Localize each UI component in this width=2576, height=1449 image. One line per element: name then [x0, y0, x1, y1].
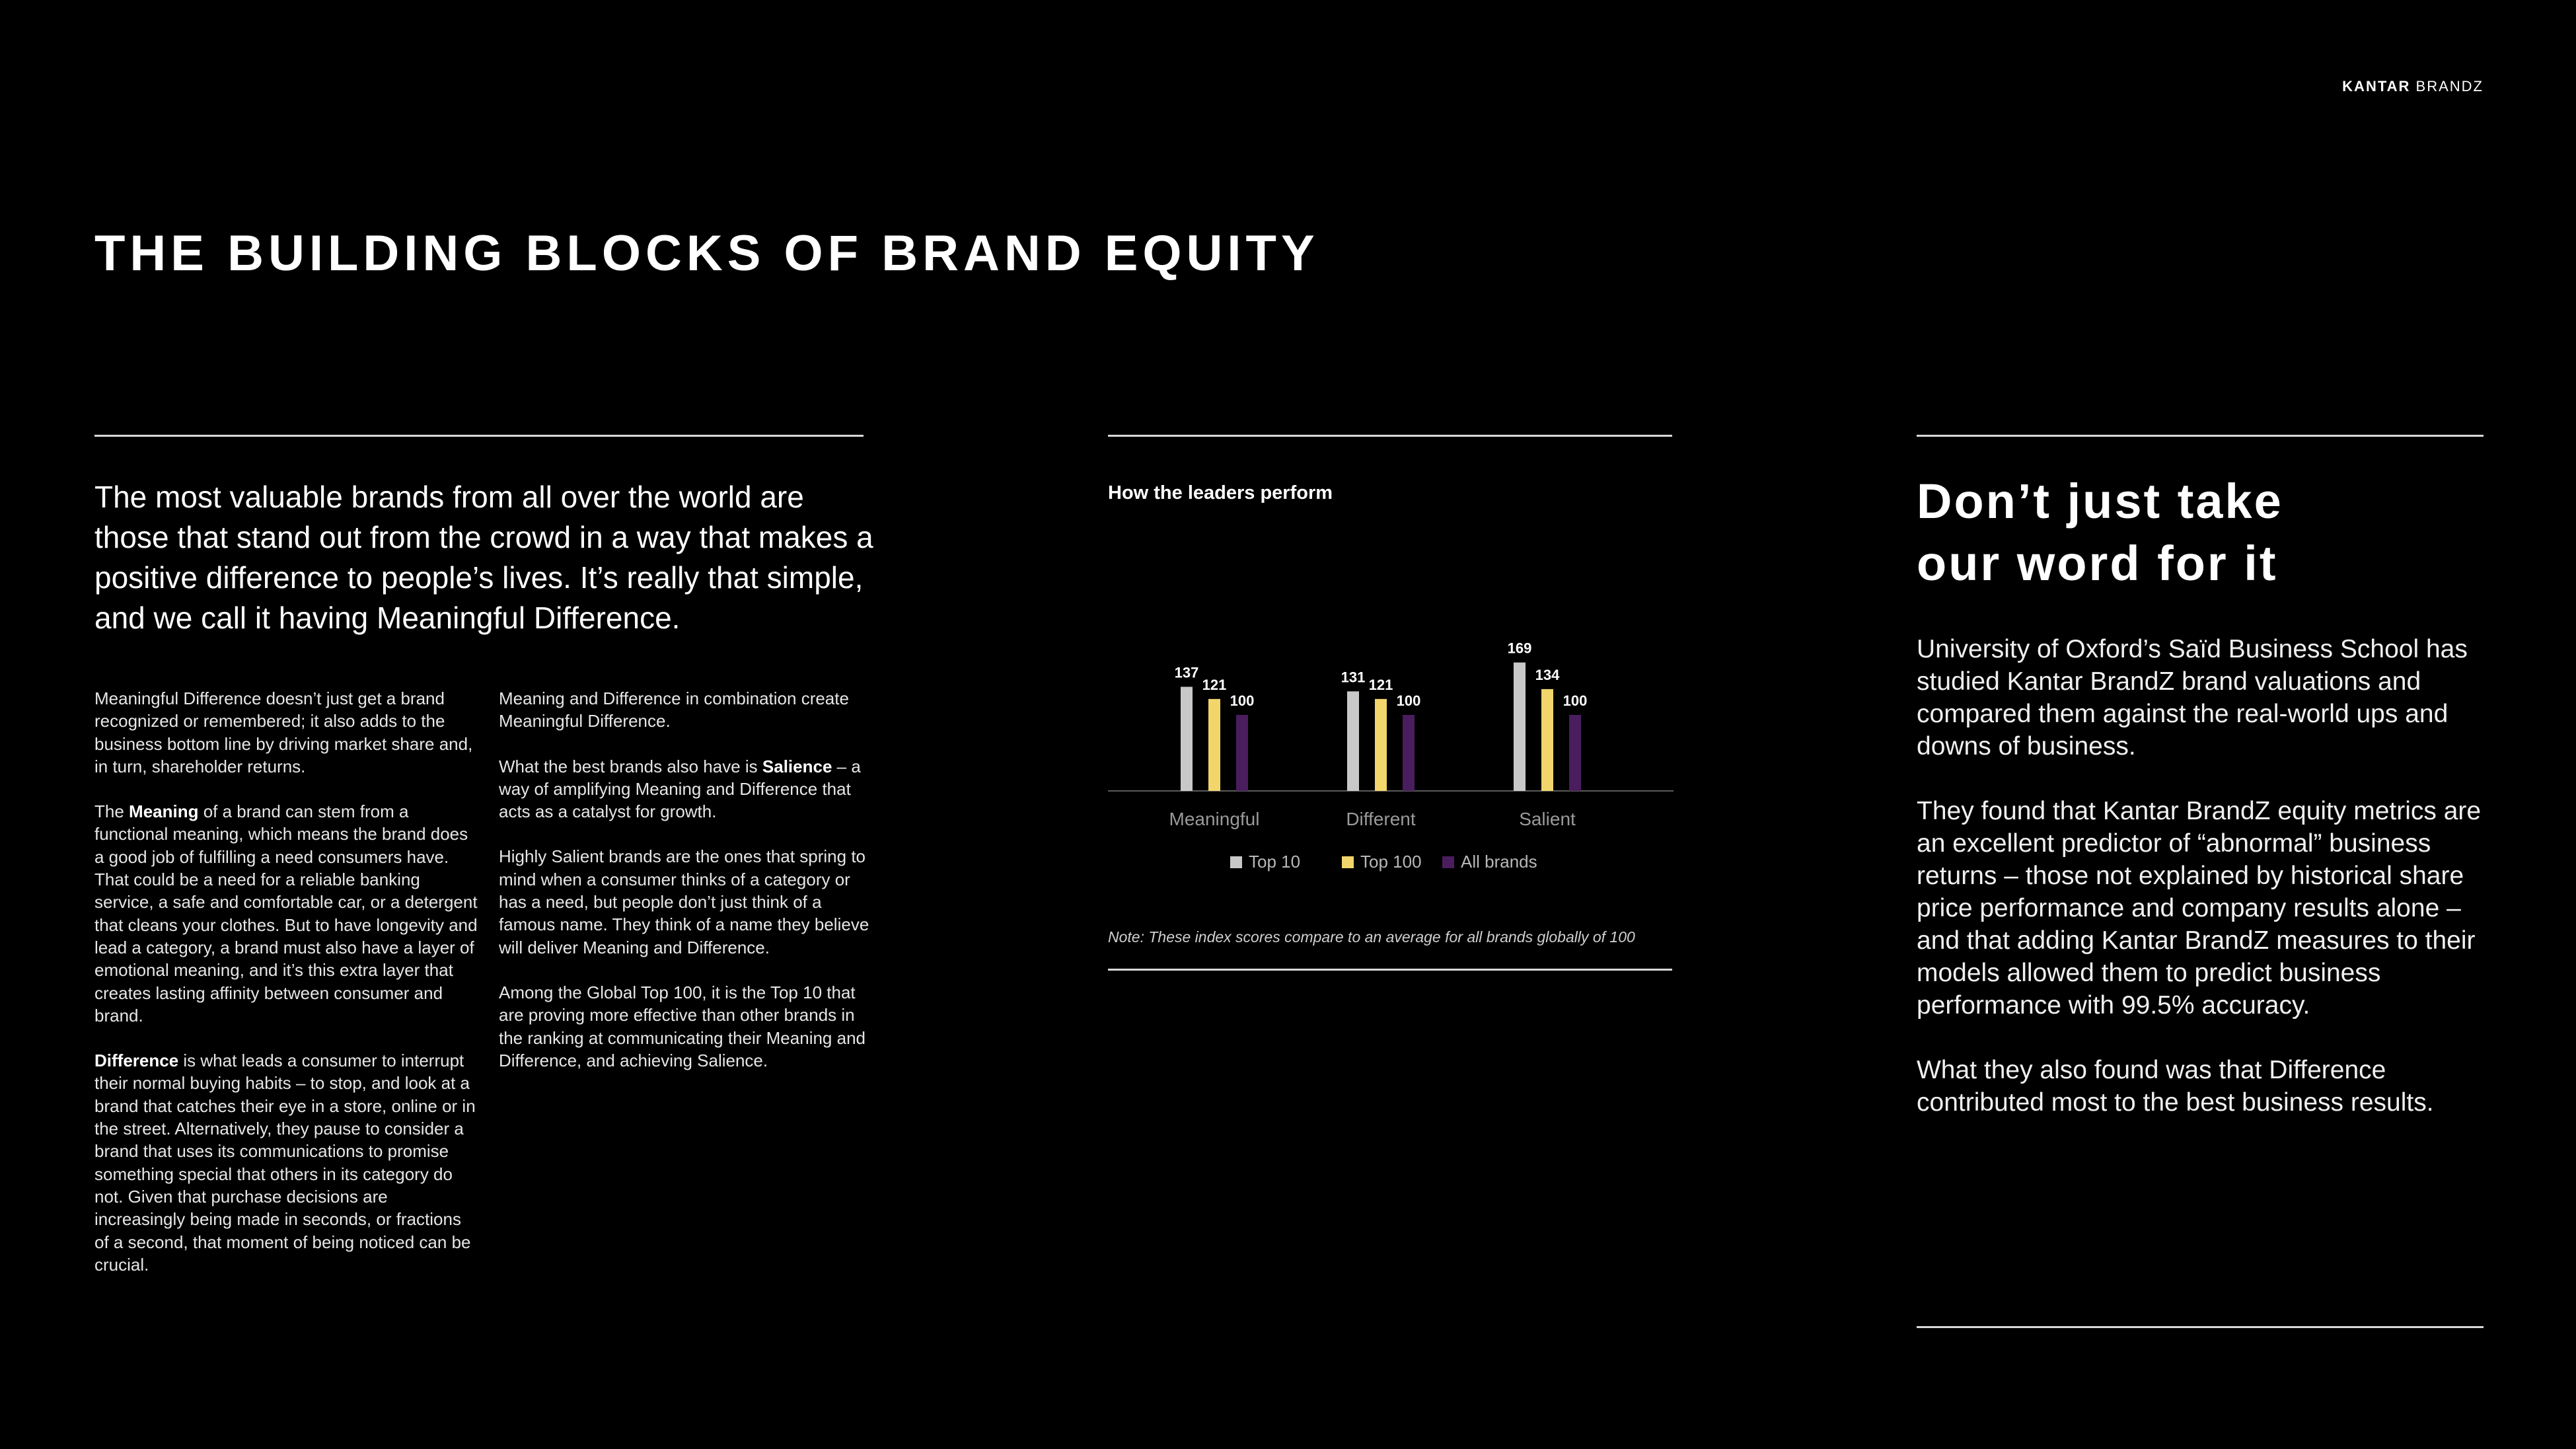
category-label-meaningful: Meaningful: [1169, 809, 1260, 829]
quote-heading-line-1: Don’t just take: [1917, 474, 2283, 529]
data-label-salient-top-10: 169: [1507, 640, 1532, 657]
bar-meaningful-top-100: [1208, 699, 1220, 791]
legend-swatch-all-brands: [1442, 856, 1454, 868]
data-label-meaningful-top-10: 137: [1174, 664, 1199, 681]
legend-label-top-10: Top 10: [1249, 852, 1301, 872]
legend-swatch-top-100: [1342, 856, 1354, 868]
bar-salient-all-brands: [1569, 715, 1581, 791]
data-label-salient-all-brands: 100: [1563, 692, 1588, 709]
data-label-different-top-10: 131: [1341, 669, 1366, 686]
bar-salient-top-100: [1541, 689, 1553, 791]
right-top-divider: [1917, 435, 2484, 437]
left-divider: [94, 435, 864, 437]
col1-paragraph-3: Difference is what leads a consumer to interrupt their normal buying habits – to stop, and look at a brand that catches their eye in a store, online or in the street. Alternatively, they pause to consider a brand that uses its communications to promise something special that others in its category do not. Given that purchase decisions are increasingly being made in seconds, or fractions of a second, that moment of being noticed can be crucial.: [94, 1051, 476, 1275]
data-label-meaningful-all-brands: 100: [1230, 692, 1255, 709]
bar-different-top-100: [1375, 699, 1387, 791]
bar-meaningful-all-brands: [1236, 715, 1248, 791]
body-column-1: [94, 687, 478, 1298]
quote-heading: [1917, 470, 2511, 595]
col2-paragraph-4: Among the Global Top 100, it is the Top 10 that are proving more effective than other brands in the ranking at communicating their Meaning and Difference, and achieving Salience.: [499, 982, 865, 1070]
brand-logo: [2342, 78, 2484, 95]
chart-title: How the leaders perform: [1108, 482, 1333, 503]
body-column-2: [499, 687, 882, 1094]
chart-bottom-divider: [1108, 969, 1672, 971]
chart-top-divider: [1108, 435, 1672, 437]
right-body: [1917, 633, 2498, 1151]
right-paragraph-1: University of Oxford’s Saïd Business School has studied Kantar BrandZ brand valuations and compared them against the real-world ups and downs of business.: [1917, 635, 2468, 761]
right-paragraph-2: They found that Kantar BrandZ equity metrics are an excellent predictor of “abnormal” business returns – those not explained by historical share price performance and company results alone – and that adding Kantar BrandZ measures to their models allowed them to predict business performance with 99.5% accuracy.: [1917, 797, 2482, 1020]
col2-paragraph-1: Meaning and Difference in combination create Meaningful Difference.: [499, 688, 849, 731]
col2-paragraph-3: Highly Salient brands are the ones that spring to mind when a consumer thinks of a category or has a need, but people don’t just think of a famous name. They think of a name they believe will deliver Meaning and Difference.: [499, 846, 869, 957]
legend-label-top-100: Top 100: [1360, 852, 1422, 872]
col1-paragraph-1: Meaningful Difference doesn’t just get a brand recognized or remembered; it also adds to the business bottom line by driving market share and, in turn, shareholder returns.: [94, 688, 473, 776]
brand-logo-bold: KANTAR: [2342, 78, 2411, 94]
col2-paragraph-2: What the best brands also have is Salience – a way of amplifying Meaning and Difference that acts as a catalyst for growth.: [499, 756, 861, 822]
legend-swatch-top-10: [1230, 856, 1242, 868]
page-title: THE BUILDING BLOCKS OF BRAND EQUITY: [94, 225, 1319, 281]
category-label-different: Different: [1346, 809, 1416, 829]
category-label-salient: Salient: [1519, 809, 1576, 829]
data-label-meaningful-top-100: 121: [1202, 676, 1227, 693]
intro-text: The most valuable brands from all over the world are those that stand out from the crowd in a way that makes a positive difference to people’s lives. It’s really that simple, and we call it having Meaningful Difference.: [94, 480, 873, 635]
bar-different-all-brands: [1403, 715, 1415, 791]
bar-salient-top-10: [1514, 663, 1526, 791]
bar-meaningful-top-10: [1181, 687, 1193, 791]
bar-chart: [1108, 529, 1674, 885]
col1-paragraph-2: The Meaning of a brand can stem from a functional meaning, which means the brand does a good job of fulfilling a need consumers have. That could be a need for a reliable banking service, a safe and comfortable car, or a detergent that cleans your clothes. But to have longevity and lead a category, a brand must also have a layer of emotional meaning, and it’s this extra layer that creates lasting affinity between consumer and brand.: [94, 801, 478, 1025]
data-label-different-all-brands: 100: [1396, 692, 1421, 709]
right-paragraph-3: What they also found was that Difference contributed most to the best business results.: [1917, 1056, 2434, 1117]
quote-heading-line-2: our word for it: [1917, 536, 2278, 591]
bar-different-top-10: [1347, 691, 1359, 791]
brand-logo-light: BRANDZ: [2415, 78, 2484, 94]
legend-label-all-brands: All brands: [1461, 852, 1537, 872]
data-label-salient-top-100: 134: [1535, 666, 1560, 683]
chart-note: Note: These index scores compare to an average for all brands globally of 100: [1108, 928, 1635, 946]
data-label-different-top-100: 121: [1368, 676, 1393, 693]
right-bottom-divider: [1917, 1326, 2484, 1328]
